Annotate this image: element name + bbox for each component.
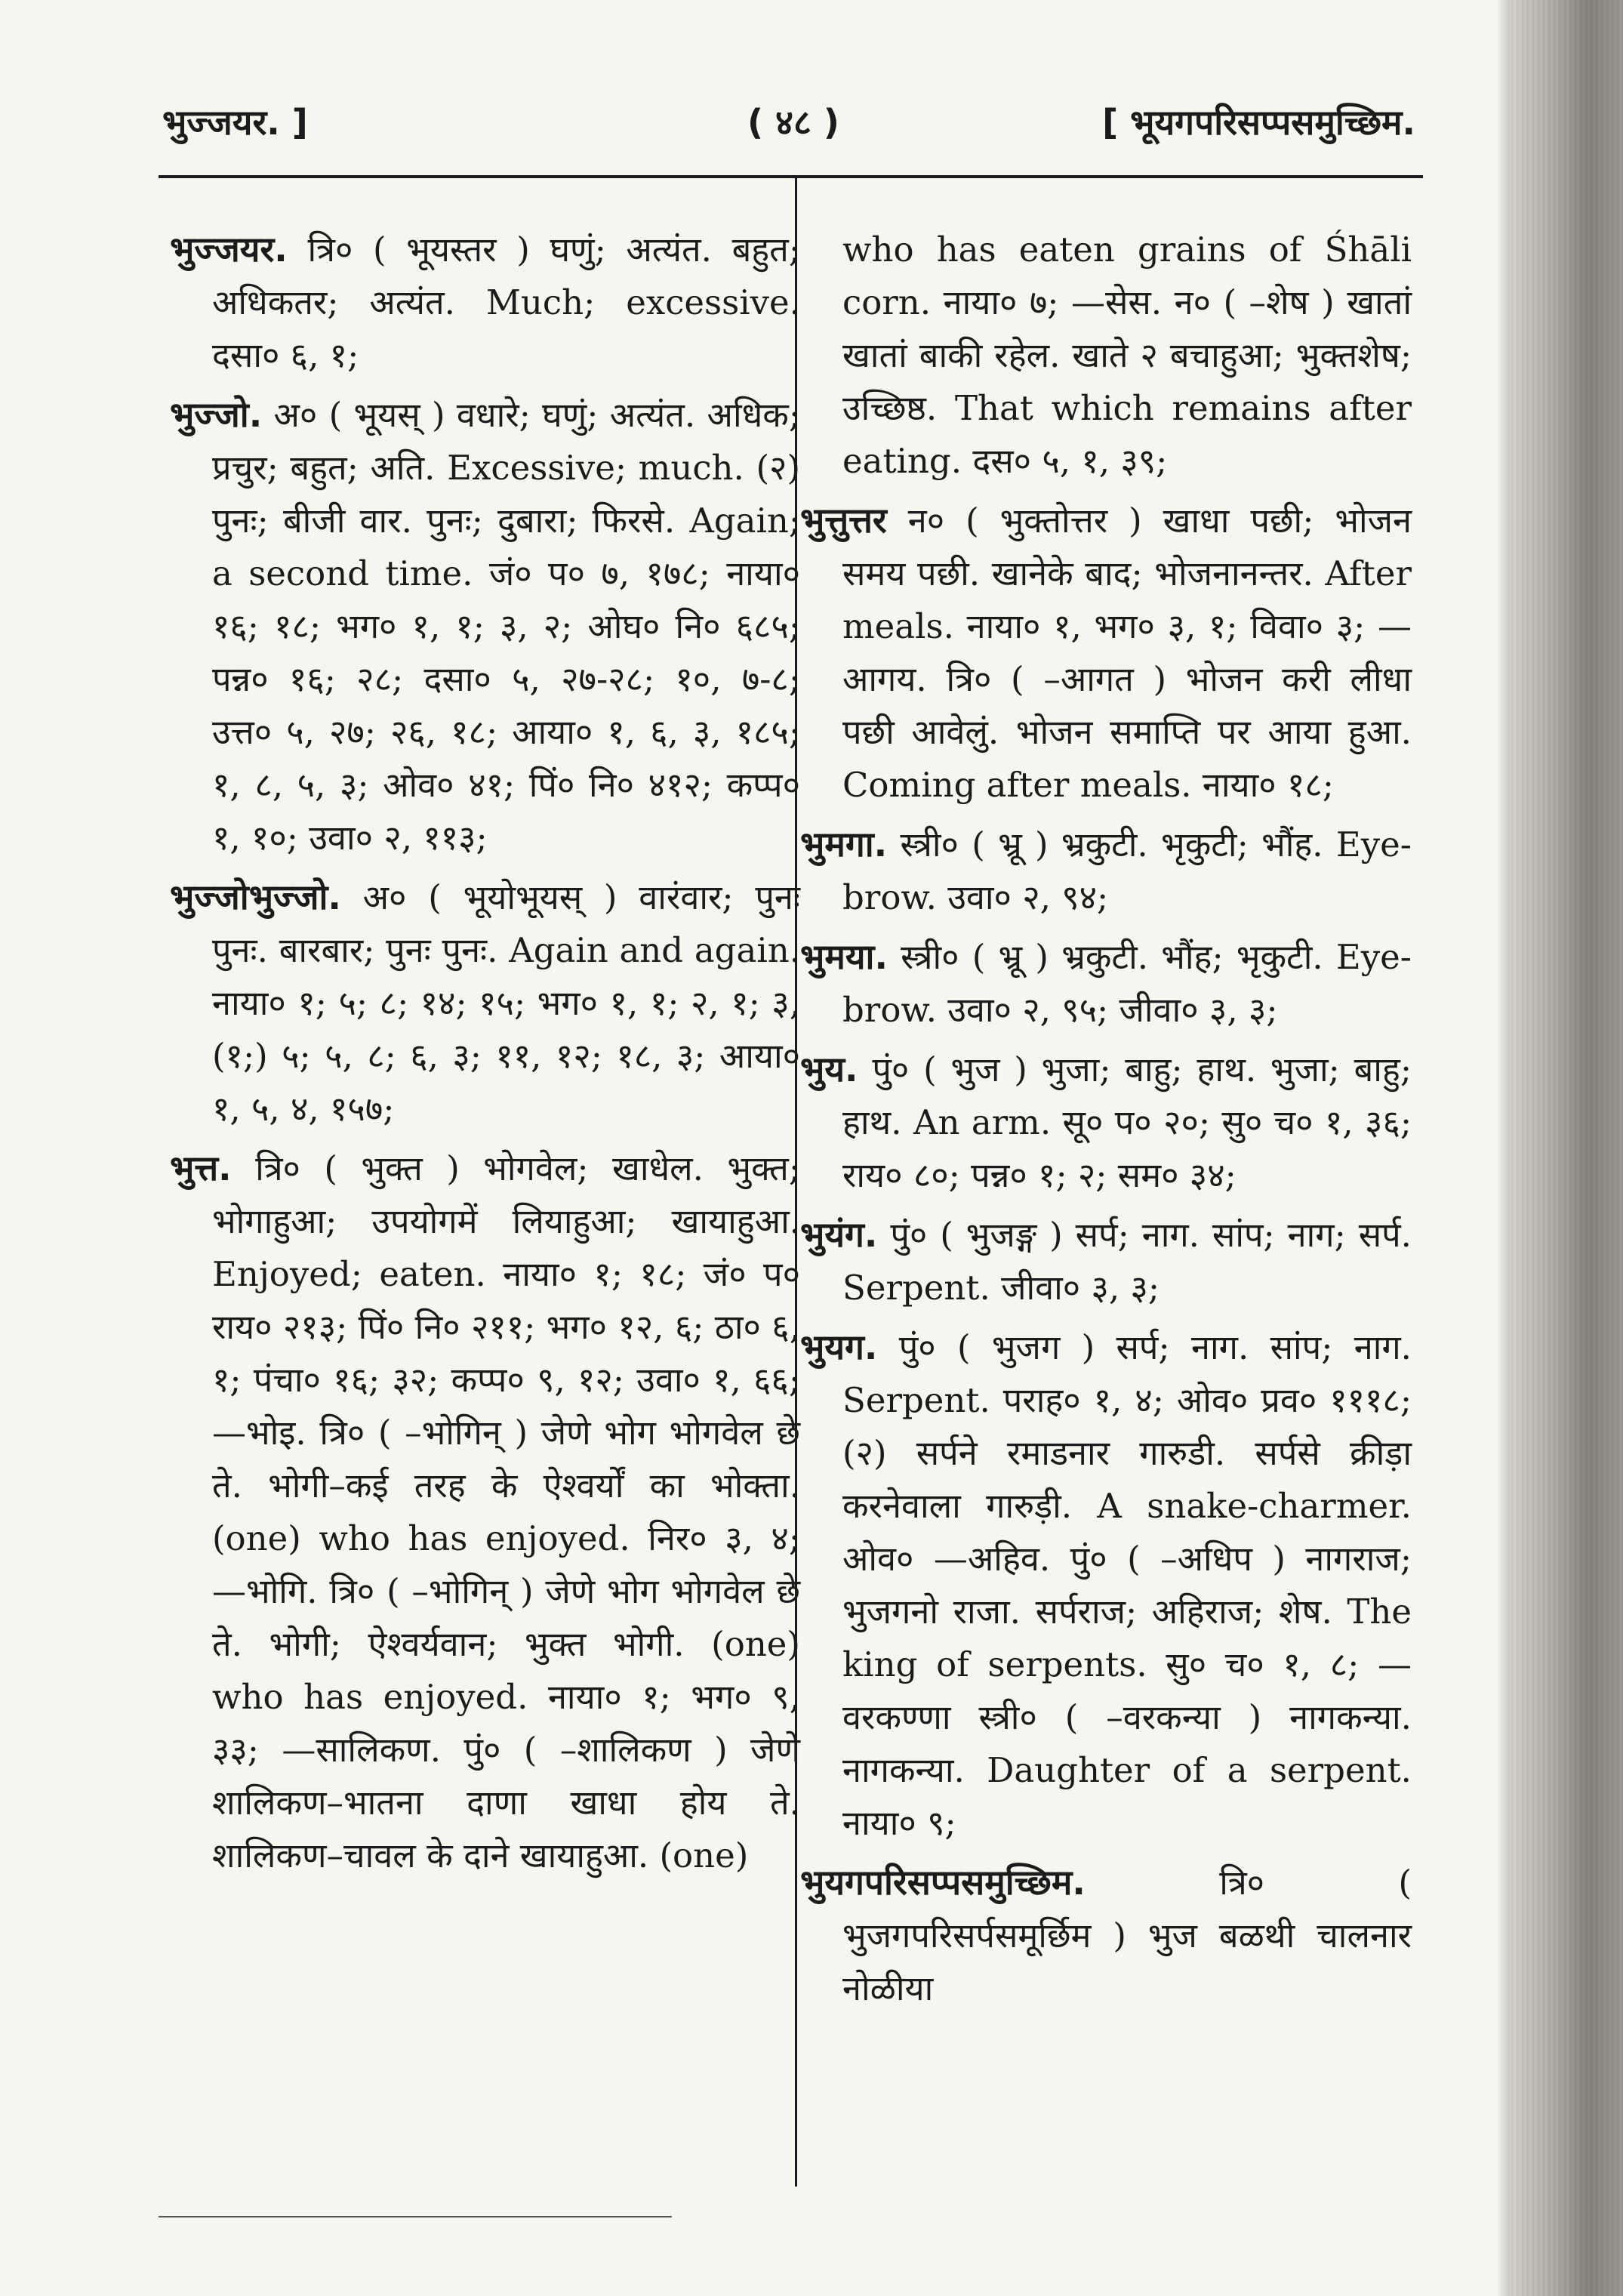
right-column (800, 223, 1412, 2021)
entry-text: पुं० ( भुज ) भुजा; बाहु; हाथ. भुजा; बाहु; हाथ. An arm. सू० प० २०; सु० च० १, ३६; राय० ८०; पन्न० १; २; सम० ३४; (842, 1049, 1412, 1195)
entry-headword: भुयग. (800, 1327, 878, 1367)
entry-headword: भुय. (800, 1049, 858, 1089)
entry-headword: भुत्तुत्तर (800, 500, 887, 541)
entry-headword: भुमया. (800, 936, 888, 977)
dictionary-entry (800, 1208, 1412, 1314)
entry-text: अ० ( भूयस् ) वधारे; घणुं; अत्यंत. अधिक; प्रचुर; बहुत; अति. Excessive; much. (२) पुनः; बीजी वार. पुनः; दुबारा; फिरसे. Again; a second time. जं० प० ७, १७८; नाया० १६; १८; भग० १, १; ३, २; ओघ० नि० ६८५; पन्न० १६; २८; दसा० ५, २७-२८; १०, ७-८; उत्त० ५, २७; २६, १८; आया० १, ६, ३, १८५; १, ८, ५, ३; ओव० ४१; पिं० नि० ४१२; कप्प० १, १०; उवा० २, ११३; (212, 395, 800, 858)
page-header (162, 91, 1415, 151)
entry-text: त्रि० ( भुक्त ) भोगवेल; खाधेल. भुक्त; भोगाहुआ; उपयोगमें लियाहुआ; खायाहुआ. Enjoyed; eaten. नाया० १; १८; जं० प० राय० २१३; पिं० नि० २११; भग० १२, ६; ठा० ६, १; पंचा० १६; ३२; कप्प० ९, १२; उवा० १, ६६; —भोइ. त्रि० ( –भोगिन् ) जेणे भोग भोगवेल छे ते. भोगी–कई तरह के ऐश्वर्यों का भोक्ता. (one) who has enjoyed. निर० ३, ४; —भोगि. त्रि० ( –भोगिन् ) जेणे भोग भोगवेल छे ते. भोगी; ऐश्वर्यवान; भुक्त भोगी. (one) who has enjoyed. नाया० १; भग० ९, ३३; —सालिकण. पुं० ( –शालिकण ) जेणे शालिकण–भातना दाणा खाधा होय ते. शालिकण–चावल के दाने खायाहुआ. (one) (212, 1148, 800, 1875)
entry-text: अ० ( भूयोभूयस् ) वारंवार; पुनः पुनः. बारबार; पुनः पुनः. Again and again. नाया० १; ५; ८; १४; १५; भग० १, १; २, १; ३, (१;) ५; ५, ८; ६, ३; ११, १२; १८, ३; आया० १, ५, ४, १५७; (212, 877, 800, 1129)
entry-headword: भुज्जयर. (170, 229, 288, 270)
entry-text: त्रि० ( भुजगपरिसर्पसमूर्छिम ) भुज बळथी चालनार नोळीया (842, 1863, 1412, 2008)
header-left-catchword: भुज्जयर. ] (162, 102, 308, 143)
entry-text: न० ( भुक्तोत्तर ) खाधा पछी; भोजन समय पछी. खानेके बाद; भोजनानन्तर. After meals. नाया० १, भग० ३, १; विवा० ३; —आगय. त्रि० ( –आगत ) भोजन करी लीधा पछी आवेलुं. भोजन समाप्ति पर आया हुआ. Coming after meals. नाया० १८; (842, 501, 1412, 805)
header-right-catchword: [ भूयगपरिसप्पसमुच्छिम. (1102, 102, 1415, 143)
dictionary-entry (170, 223, 800, 382)
entry-headword: भुत्त. (170, 1148, 232, 1188)
entry-text: त्रि० ( भूयस्तर ) घणुं; अत्यंत. बहुत; अधिकतर; अत्यंत. Much; excessive. दसा० ६, १; (212, 230, 800, 375)
gutter-shadow (1496, 0, 1510, 2296)
dictionary-entry (800, 1321, 1412, 1850)
dictionary-entry (800, 494, 1412, 812)
header-rule (159, 175, 1423, 178)
left-column (170, 223, 800, 1888)
entry-headword: भुयंग. (800, 1214, 878, 1255)
dictionary-entry (800, 818, 1412, 924)
entry-headword: भुज्जोभुज्जो. (170, 877, 341, 917)
entry-text: स्त्री० ( भ्रू ) भ्रकुटी. भौंह; भृकुटी. Eye-brow. उवा० २, ९५; जीवा० ३, ३; (842, 937, 1412, 1030)
entry-text: स्त्री० ( भ्रू ) भ्रकुटी. भृकुटी; भौंह. Eye-brow. उवा० २, ९४; (842, 824, 1412, 917)
dictionary-entry (170, 1142, 800, 1882)
dictionary-entry (800, 930, 1412, 1037)
dictionary-entry (170, 871, 800, 1136)
dictionary-entry (800, 1856, 1412, 2015)
dictionary-entry-continuation (800, 223, 1412, 488)
entry-headword: भुमगा. (800, 824, 888, 864)
entry-headword: भुयगपरिसप्पसमुच्छिम. (800, 1862, 1086, 1903)
entry-text: पुं० ( भुजग ) सर्प; नाग. सांप; नाग. Serpent. पराह० १, ४; ओव० प्रव० १११८; (२) सर्पने रमाडनार गारुडी. सर्पसे क्रीड़ा करनेवाला गारुड़ी. A snake-charmer. ओव० —अहिव. पुं० ( –अधिप ) नागराज; भुजगनो राजा. सर्पराज; अहिराज; शेष. The king of serpents. सु० च० १, ८; —वरकण्णा स्त्री० ( –वरकन्या ) नागकन्या. नागकन्या. Daughter of a serpent. नाया० ९; (842, 1327, 1412, 1843)
dictionary-entry (800, 1043, 1412, 1202)
page-number: ( ४८ ) (747, 102, 839, 143)
entry-text: पुं० ( भुजङ्ग ) सर्प; नाग. सांप; नाग; सर्प. Serpent. जीवा० ३, ३; (842, 1215, 1412, 1308)
dictionary-entry (170, 388, 800, 864)
footer-rule (159, 2216, 672, 2217)
entry-headword: भुज्जो. (170, 394, 263, 435)
entry-text: who has eaten grains of Śhāli corn. नाया० ७; —सेस. न० ( –शेष ) खातां खातां बाकी रहेल. खाते २ बचाहुआ; भुक्तशेष; उच्छिष्ठ. That which remains after eating. दस० ५, १, ३९; (842, 230, 1412, 481)
scan-gutter (1510, 0, 1623, 2296)
